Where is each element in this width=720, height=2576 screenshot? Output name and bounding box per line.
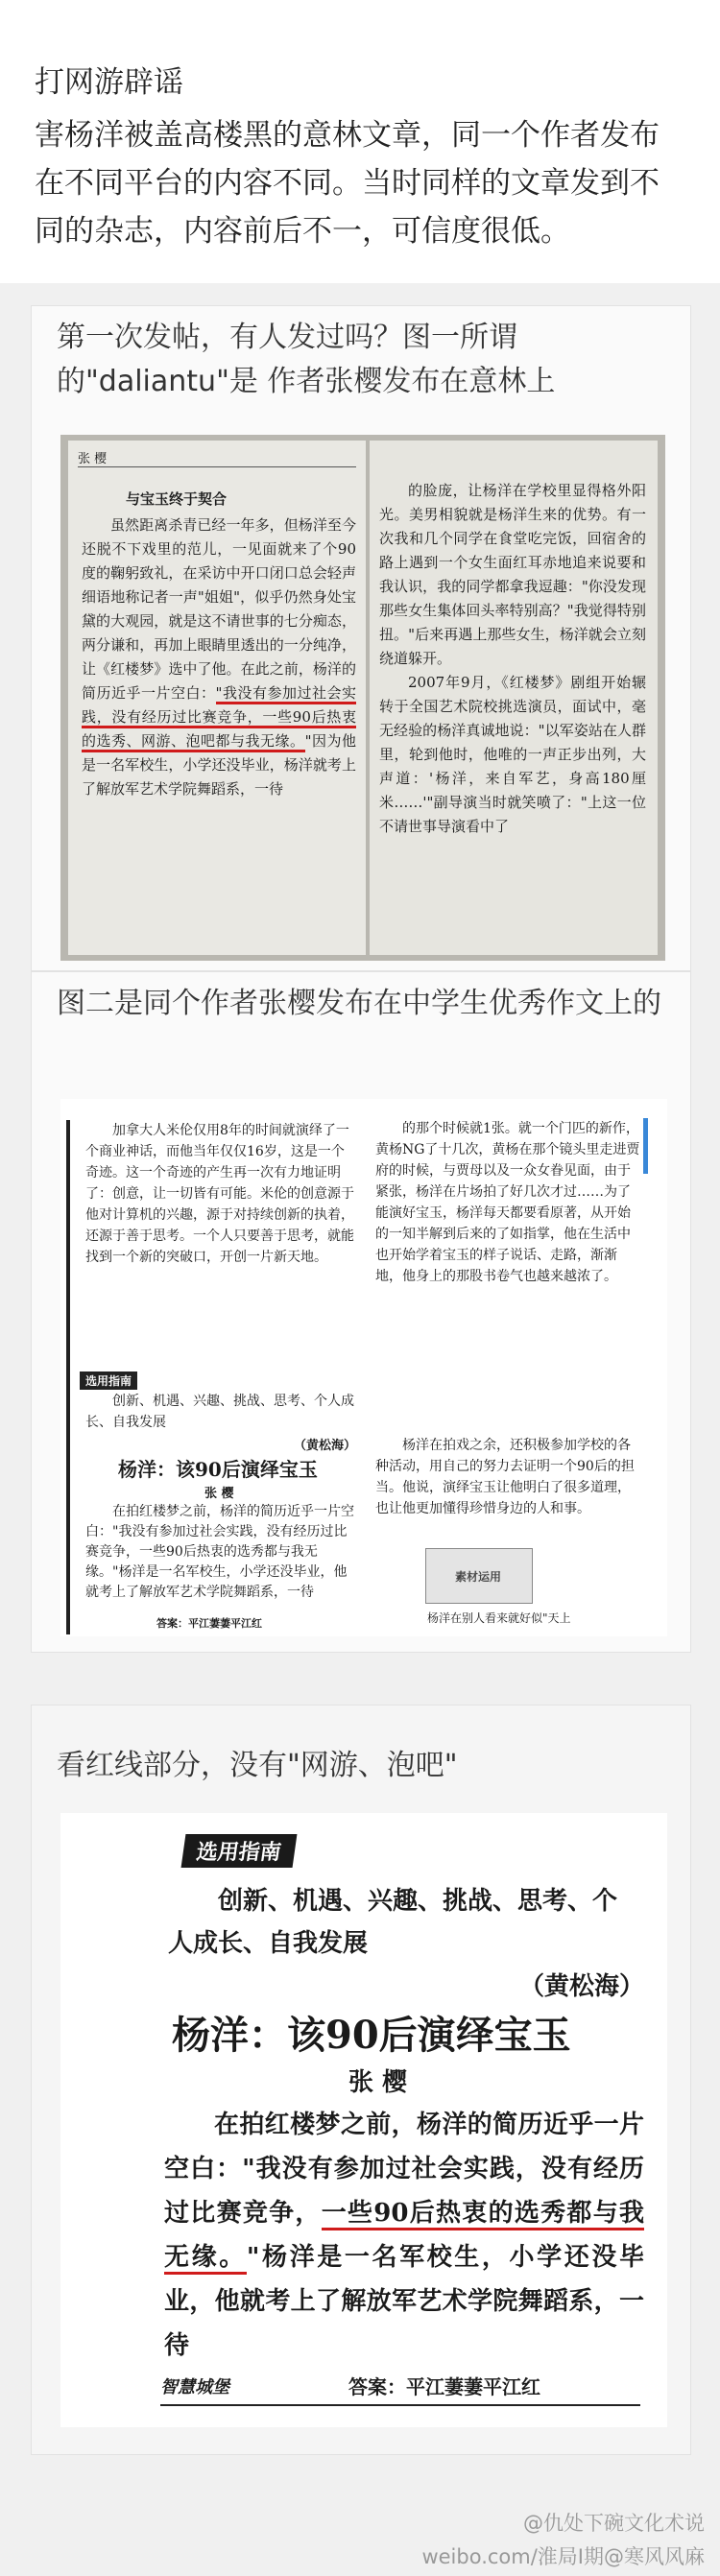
- guide-keywords: 创新、机遇、兴趣、挑战、思考、个人成长、自我发展: [85, 1394, 354, 1430]
- excerpt-byline: 张 樱: [348, 2068, 408, 2097]
- excerpt-heading: 杨洋：该90后演绎宝玉: [172, 2013, 571, 2058]
- essay-footer: 答案：平江萋萋平江红: [156, 1617, 262, 1630]
- essay-right-column: [370, 1118, 658, 1633]
- card-caption: 图二是同个作者张樱发布在中学生优秀作文上的: [57, 987, 661, 1020]
- author-mark: 张 樱: [78, 452, 108, 466]
- guide-label: 选用指南: [181, 1834, 298, 1868]
- post-title: 打网游辟谣: [35, 65, 183, 100]
- essay-body: 在拍红楼梦之前，杨洋的简历近乎一片空白："我没有参加过社会实践，没有经历过比赛竞争，一些90后热衷的选秀都与我无缘。"杨洋是一名军校生，小学还没毕业，他就考上了解放军艺术学院舞蹈系，一待: [85, 1504, 354, 1600]
- footer-rule: [160, 2404, 640, 2406]
- guide-label: 选用指南: [80, 1371, 137, 1390]
- article-text-left: 虽然距离杀青已经一年多，但杨洋至今还脱不下戏里的范儿，一见面就来了个90度的鞠躬致礼，在采访中开口闭口总会轻声细语地称记者一声"姐姐"，似乎仍然身处宝黛的大观园，就是这不请世事的七分痴态，两分谦和，再加上眼睛里透出的一分纯净，让《红楼梦》选中了他。在此之前，杨洋的简历近乎一片空白："我没有参加过社会实践，没有经历过比赛竞争，一些90后热衷的选秀、网游、泡吧都与我无缘。"因为他是一名军校生，小学还没毕业，杨洋就考上了解放军艺术学院舞蹈系，一待: [82, 516, 356, 798]
- excerpt-footer-logo: 智慧城堡: [160, 2377, 229, 2397]
- essay-text-right-2: 杨洋在拍戏之余，还积极参加学校的各种活动，用自己的努力去证明一个90后的担当。他说，演绎宝玉让他明白了很多道理，也让他更加懂得珍惜身边的人和事。: [375, 1438, 635, 1516]
- essay-text-top: 加拿大人米伦仅用8年的时间就演绎了一个商业神话，而他当年仅仅16岁，这是一个奇迹。这一个奇迹的产生再一次有力地证明了：创意，让一切皆有可能。米伦的创意源于他对计算机的兴趣，源于对持续创新的执着，还源于善于思考。一个人只要善于思考，就能找到一个新的突破口，开创一片新天地。: [85, 1123, 354, 1265]
- guide-author: （黄松海）: [518, 1972, 644, 2001]
- watermark-weibo: weibo.com/淮局Ⅰ期@寒风风麻: [421, 2545, 705, 2568]
- guide-author: （黄松海）: [293, 1439, 356, 1453]
- essay-left-column: [66, 1120, 366, 1634]
- red-underline-text: "我没有参加过社会实践，没有经历过比赛竞争，一些90后热衷的选秀、网游、泡吧都与我无缘。: [82, 684, 356, 752]
- stamp-text: 素材运用: [455, 1570, 502, 1584]
- post-intro: 害杨洋被盖高楼黑的意林文章，同一个作者发布在不同平台的内容不同。当时同样的文章发到不同的杂志，内容前后不一，可信度很低。: [35, 118, 660, 249]
- article-text-right: 的脸庞，让杨洋在学校里显得格外阳光。美男相貌就是杨洋生来的优势。有一次我和几个同学在食堂吃完饭，回宿舍的路上遇到一个女生面红耳赤地追来说要和我认识，我的同学都拿我逗趣："你没发现那些女生集体回头率特别高？"我觉得特别扭。"后来再遇上那些女生，杨洋就会立刻绕道躲开。 2007年9月，《红楼梦》剧组开始辗转于全国艺术院校挑选演员，面试中，毫无经验的杨洋真诚地说："以军姿站在人群里，轮到他时，他唯的一声正步出列，大声道：'杨洋，来自军艺，身高180厘米……'"副导演当时就笑喷了："上这一位不请世事导演看中了: [379, 482, 646, 835]
- excerpt-page: [60, 1813, 667, 2427]
- card-caption: 看红线部分，没有"网游、泡吧": [57, 1749, 458, 1782]
- magazine-photo-2: [60, 1099, 667, 1636]
- image-card-1[interactable]: [31, 305, 691, 971]
- article-heading: 与宝玉终于契合: [126, 490, 228, 508]
- stamp-image: [425, 1548, 533, 1604]
- guide-keywords: 创新、机遇、兴趣、挑战、思考、个人成长、自我发展: [168, 1887, 618, 1958]
- scrollbar[interactable]: [643, 1118, 648, 1174]
- zoomed-excerpt: [60, 1813, 667, 2427]
- red-underline-text: 一些90后热衷的选秀都与我无缘。: [164, 2199, 644, 2275]
- card-caption: 第一次发帖，有人发过吗？图一所谓的"daliantu"是 作者张樱发布在意林上: [57, 321, 556, 398]
- magazine-left-page: [68, 441, 366, 955]
- magazine-photo-1: [60, 435, 665, 961]
- essay-right-footer: 杨洋在别人看来就好似"天上: [427, 1611, 571, 1625]
- magazine-right-page: [370, 441, 658, 955]
- essay-text-right: 的那个时候就1张。就一个门匹的新作，黄杨NG了十几次，黄杨在那个镜头里走进贾府的时候，与贾母以及一众女眷见面，由于紧张，杨洋在片场拍了好几次才过……为了能演好宝玉，杨洋每天都要看原著，从开始的一知半解到后来的了如指掌，他在生活中也开始学着宝玉的样子说话、走路，渐渐地，他身上的那股书卷气也越来越浓了。: [375, 1121, 640, 1284]
- essay-byline: 张 樱: [204, 1487, 234, 1501]
- image-card-2[interactable]: [31, 971, 691, 1653]
- image-card-3[interactable]: [31, 1705, 691, 2455]
- essay-heading: 杨洋：该90后演绎宝玉: [118, 1458, 318, 1481]
- watermark-handle: @仇处下碗文化术说: [523, 2512, 705, 2535]
- page-header: [78, 448, 356, 467]
- excerpt-footer: 答案：平江萋萋平江红: [348, 2375, 540, 2398]
- excerpt-body: 在拍红楼梦之前，杨洋的简历近乎一片空白："我没有参加过社会实践，没有经历过比赛竞争，一些90后热衷的选秀都与我无缘。"杨洋是一名军校生，小学还没毕业，他就考上了解放军艺术学院舞蹈系，一待: [164, 2111, 644, 2360]
- post-header: [0, 0, 720, 283]
